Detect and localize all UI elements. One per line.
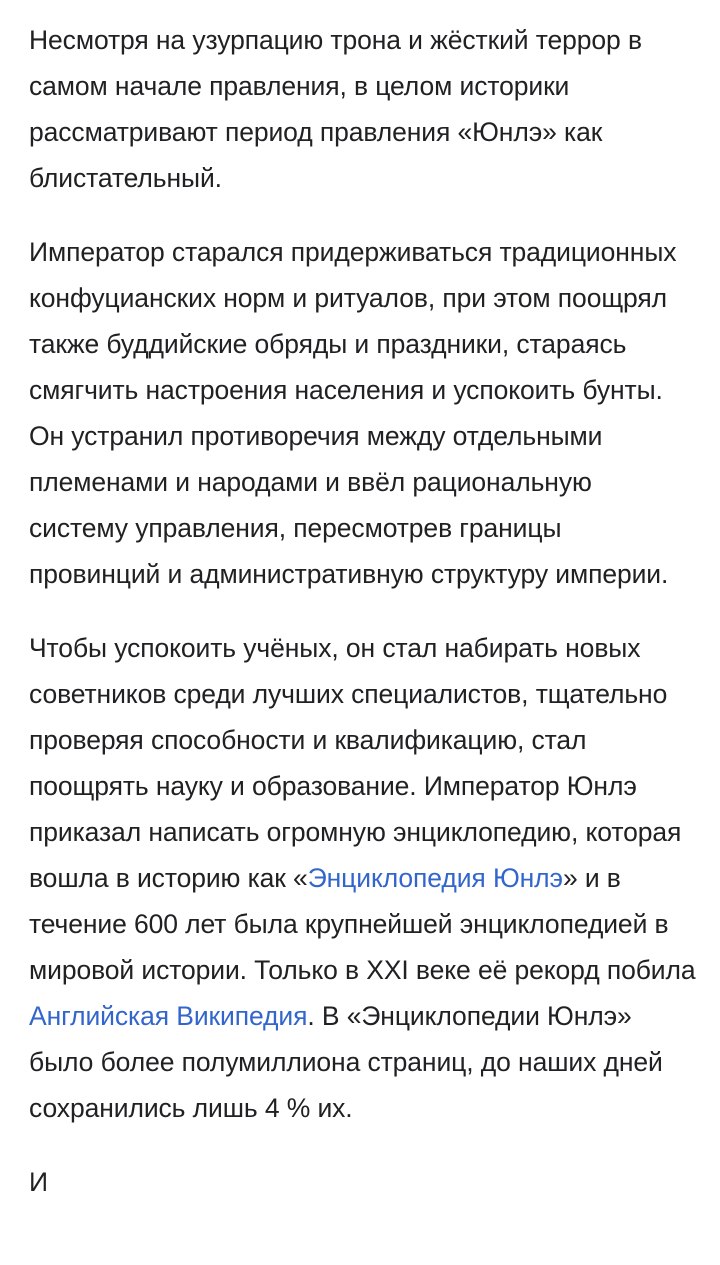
link-english-wikipedia[interactable]: Английская Википедия [29, 1001, 308, 1031]
article-body [29, 17, 697, 1233]
paragraph-text: . В «Энциклопедии Юнлэ» было более полумиллиона страниц, до наших дней сохранились лишь 4 % их. [29, 1001, 663, 1123]
paragraph-next-cut: И [29, 1167, 48, 1197]
paragraph-text: Чтобы успокоить учёных, он стал набирать новых советников среди лучших специалистов, тщательно проверяя способности и квалификацию, стал поощрять науку и образование. Император Юнлэ приказал написать огромную энциклопедию, которая вошла в историю как « [29, 633, 682, 893]
link-yongle-encyclopedia[interactable]: Энциклопедия Юнлэ [307, 863, 563, 893]
paragraph-governance: Император старался придерживаться традиционных конфуцианских норм и ритуалов, при этом поощрял также буддийские обряды и праздники, стараясь смягчить настроения населения и успокоить бунты. Он устранил противоречия между отдельными племенами и народами и ввёл рациональную систему управления, пересмотрев границы провинций и административную структуру империи. [29, 237, 677, 589]
paragraph-text: » и в течение 600 лет была крупнейшей энциклопедией в мировой истории. Только в XXI веке её рекорд побила [29, 863, 696, 985]
paragraph-reign-assessment: Несмотря на узурпацию трона и жёсткий террор в самом начале правления, в целом историки рассматривают период правления «Юнлэ» как блистательный. [29, 25, 642, 193]
paragraph-encyclopedia [29, 625, 697, 1131]
